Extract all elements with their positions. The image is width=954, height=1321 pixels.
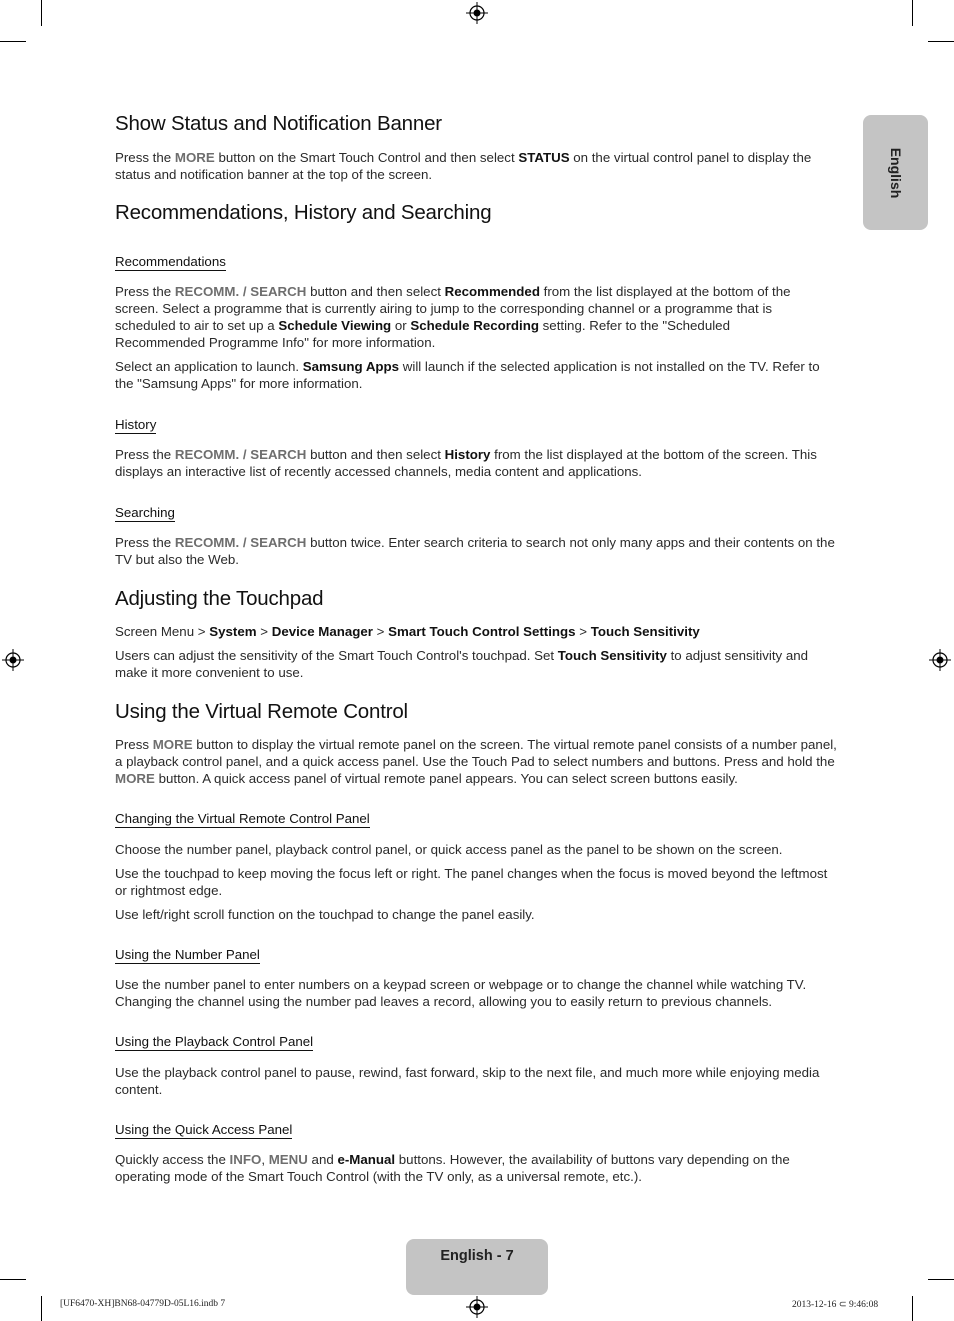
menu-term: Smart Touch Control Settings [388, 624, 576, 639]
paragraph [115, 647, 840, 681]
text: , [261, 1152, 269, 1167]
paragraph [115, 283, 791, 351]
page-number-label: English - 7 [440, 1248, 514, 1264]
button-name: RECOMM. / SEARCH [174, 447, 307, 462]
registration-mark-icon [929, 649, 951, 671]
language-tab-label: English [887, 147, 904, 198]
registration-mark-icon [466, 2, 488, 24]
button-name: RECOMM. / SEARCH [174, 535, 307, 550]
text: > [256, 624, 272, 639]
text: button and then select [306, 447, 445, 462]
subheading-history: History [115, 417, 157, 432]
button-name: RECOMM. / SEARCH [174, 284, 307, 299]
registration-mark-icon [466, 1296, 488, 1318]
text: to adjust sensitivity and make it more convenient to use. [115, 648, 809, 680]
print-slug-timestamp: 2013-12-16 ⊂ 9:46:08 [792, 1300, 879, 1310]
subheading-changing-panel: Changing the Virtual Remote Control Panel [115, 811, 370, 826]
subheading-searching: Searching [115, 505, 175, 520]
subheading-recommendations: Recommendations [115, 254, 226, 269]
paragraph: Use the number panel to enter numbers on a keypad screen or webpage or to change the channel while watching TV. Changing the channel using the number pad leaves a record, allowing you to easily return to previous channels. [115, 977, 807, 1009]
crop-mark [912, 1296, 913, 1321]
text: buttons. However, the availability of buttons vary depending on the operating mode of the Smart Touch Control (with the TV only, as a universal remote, etc.). [115, 1152, 790, 1184]
subheading-playback-panel: Using the Playback Control Panel [115, 1034, 314, 1049]
paragraph [115, 358, 840, 392]
paragraph [115, 149, 840, 183]
menu-term: Samsung Apps [302, 359, 400, 374]
menu-term: History [444, 447, 491, 462]
text: Users can adjust the sensitivity of the Smart Touch Control's touchpad. Set [115, 648, 558, 663]
menu-term: Device Manager [271, 624, 373, 639]
crop-mark [41, 0, 42, 26]
text: will launch if the selected application is not installed on the TV. Refer to the "Samsung Apps" for more information. [115, 359, 820, 391]
button-name: MORE [115, 771, 155, 786]
text: on the virtual control panel to display the status and notification banner at the top of the screen. [115, 150, 812, 182]
button-name: MORE [152, 737, 193, 752]
text: setting. Refer to the "Scheduled Recommended Programme Info" for more information. [115, 318, 730, 350]
paragraph [115, 736, 840, 787]
paragraph [115, 446, 840, 480]
paragraph: Choose the number panel, playback control panel, or quick access panel as the panel to be shown on the screen. [115, 842, 783, 857]
subheading-quick-access-panel: Using the Quick Access Panel [115, 1122, 293, 1137]
registration-mark-icon [2, 649, 24, 671]
paragraph: Use the touchpad to keep moving the focus left or right. The panel changes when the focus is moved beyond the leftmost or rightmost edge. [115, 866, 828, 898]
text: from the list displayed at the bottom of the screen. This displays an interactive list of recently accessed channels, media content and applications. [115, 447, 817, 479]
menu-term: System [209, 624, 257, 639]
text: Press the [115, 535, 175, 550]
text: button. A quick access panel of virtual remote panel appears. You can select screen buttons easily. [154, 771, 738, 786]
text: Screen Menu > [115, 624, 210, 639]
section-title-touchpad: Adjusting the Touchpad [115, 587, 324, 610]
paragraph [115, 1151, 840, 1185]
menu-term: Touch Sensitivity [590, 624, 700, 639]
text: Quickly access the [115, 1152, 230, 1167]
menu-term: Schedule Recording [410, 318, 539, 333]
print-slug-file: [UF6470-XH]BN68-04779D-05L16.indb 7 [60, 1299, 226, 1309]
menu-path [115, 623, 840, 640]
text: > [575, 624, 591, 639]
crop-mark [0, 1279, 26, 1280]
text: button and then select [306, 284, 445, 299]
section-title-virtual-remote: Using the Virtual Remote Control [115, 700, 408, 723]
crop-mark [928, 41, 954, 42]
button-name: MORE [174, 150, 215, 165]
text: and [307, 1152, 338, 1167]
page-number-tab [406, 1239, 548, 1295]
paragraph: Use the playback control panel to pause, rewind, fast forward, skip to the next file, and much more while enjoying media content. [115, 1065, 820, 1097]
section-title-recommendations: Recommendations, History and Searching [115, 201, 492, 224]
menu-term: Recommended [444, 284, 540, 299]
crop-mark [912, 0, 913, 26]
text: Select an application to launch. [115, 359, 303, 374]
text: Press [115, 737, 153, 752]
text: Press the [115, 447, 175, 462]
menu-term: e-Manual [337, 1152, 396, 1167]
text: from the list displayed at the bottom of the screen. Select a programme that is currently airing to jump to the corresponding channel or a programme that is scheduled to air to set up a [115, 284, 791, 333]
menu-term: STATUS [518, 150, 570, 165]
text: button to display the virtual remote panel on the screen. The virtual remote panel consists of a number panel, a playback control panel, and a quick access panel. Use the Touch Pad to select numbers and buttons. Press and hold the [115, 737, 837, 769]
text: or [391, 318, 411, 333]
paragraph [115, 534, 840, 568]
page-content [115, 112, 840, 1185]
text: button on the Smart Touch Control and then select [214, 150, 519, 165]
crop-mark [0, 41, 26, 42]
crop-mark [41, 1296, 42, 1321]
menu-term: Schedule Viewing [278, 318, 392, 333]
text: Press the [115, 284, 175, 299]
paragraph: Use left/right scroll function on the touchpad to change the panel easily. [115, 907, 535, 922]
crop-mark [928, 1279, 954, 1280]
text: > [372, 624, 389, 639]
menu-term: Touch Sensitivity [557, 648, 667, 663]
button-name: MENU [268, 1152, 308, 1167]
text: Press the [115, 150, 175, 165]
subheading-number-panel: Using the Number Panel [115, 947, 260, 962]
text: button twice. Enter search criteria to search not only many apps and their contents on the TV but also the Web. [115, 535, 835, 567]
language-tab [863, 115, 928, 230]
section-title-status: Show Status and Notification Banner [115, 112, 442, 135]
button-name: INFO [229, 1152, 262, 1167]
